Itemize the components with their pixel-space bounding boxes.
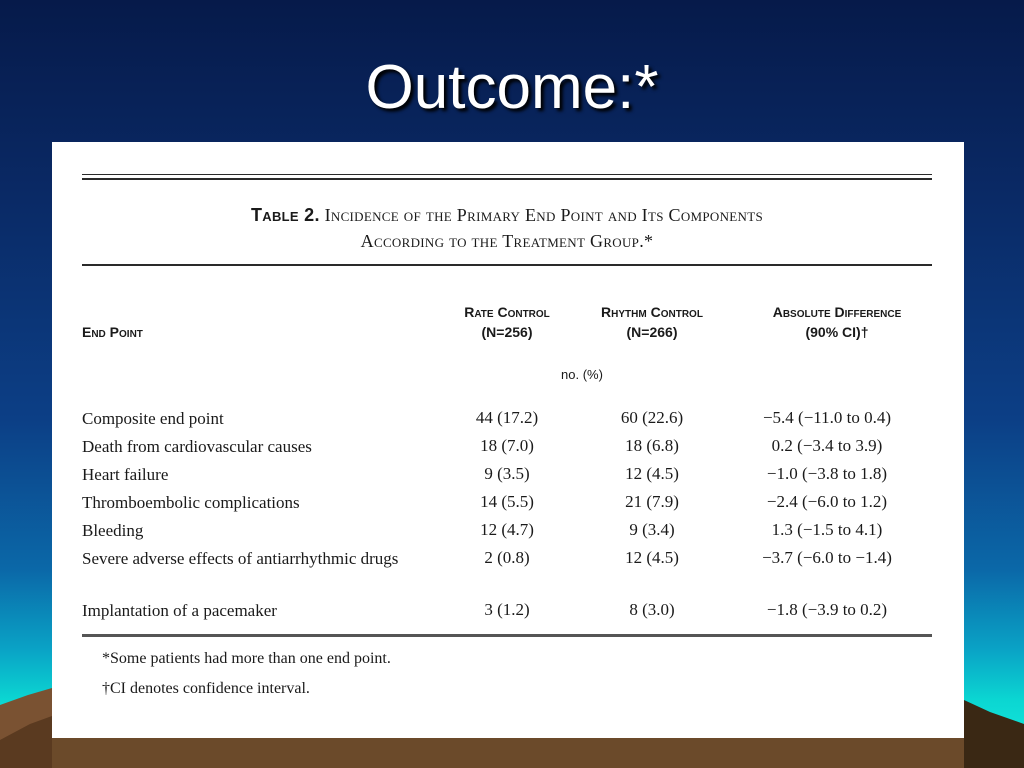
header-absolute-difference (742, 302, 932, 342)
table-title-line1: Incidence of the Primary End Point and Its Components (324, 205, 764, 225)
row-absolute-difference: −1.8 (−3.9 to 0.2) (766, 600, 888, 619)
row-end-point: Bleeding (82, 521, 144, 540)
row-end-point: Composite end point (82, 409, 224, 428)
row-absolute-difference: −1.0 (−3.8 to 1.8) (766, 464, 888, 483)
table-row (52, 408, 964, 436)
table-row (52, 548, 964, 598)
header-rhythm-control-n: (N=266) (626, 324, 678, 340)
header-rhythm-control-label: Rhythm Control (601, 304, 703, 320)
table-row (52, 492, 964, 520)
row-rate-control: 44 (17.2) (475, 408, 539, 427)
table-panel (52, 142, 964, 738)
row-absolute-difference: 1.3 (−1.5 to 4.1) (771, 520, 883, 539)
row-end-point: Severe adverse effects of antiarrhythmic drugs (82, 549, 399, 568)
row-rhythm-control: 12 (4.5) (625, 548, 679, 567)
row-absolute-difference: −3.7 (−6.0 to −1.4) (762, 548, 892, 567)
row-absolute-difference: −5.4 (−11.0 to 0.4) (762, 408, 892, 427)
row-rate-control: 3 (1.2) (484, 600, 530, 619)
row-rhythm-control: 8 (3.0) (629, 600, 675, 619)
top-double-rule (82, 174, 932, 175)
header-rhythm-control (577, 302, 727, 342)
header-end-point: End Point (82, 324, 143, 340)
top-double-rule-thick (82, 178, 932, 180)
row-rate-control: 14 (5.5) (480, 492, 534, 511)
header-absolute-difference-label: Absolute Difference (772, 304, 902, 320)
header-rule (82, 264, 932, 266)
row-absolute-difference: −2.4 (−6.0 to 1.2) (766, 492, 888, 511)
header-rate-control (437, 302, 577, 342)
bottom-rule (82, 634, 932, 637)
row-rhythm-control: 21 (7.9) (625, 492, 679, 511)
row-rate-control: 2 (0.8) (484, 548, 530, 567)
row-rate-control: 18 (7.0) (480, 436, 534, 455)
row-rhythm-control: 9 (3.4) (629, 520, 675, 539)
row-rhythm-control: 60 (22.6) (620, 408, 684, 427)
footnote-dagger: †CI denotes confidence interval. (102, 680, 310, 697)
table-row (52, 520, 964, 548)
table-label: Table 2. (250, 205, 320, 225)
table-row (52, 464, 964, 492)
footnote-asterisk: *Some patients had more than one end point. (102, 650, 391, 667)
row-end-point: Implantation of a pacemaker (82, 601, 277, 620)
row-rhythm-control: 12 (4.5) (625, 464, 679, 483)
row-end-point: Death from cardiovascular causes (82, 437, 312, 456)
header-absolute-difference-ci: (90% CI)† (805, 324, 869, 340)
table-row (52, 600, 964, 628)
table-caption (82, 202, 932, 254)
row-absolute-difference: 0.2 (−3.4 to 3.9) (771, 436, 883, 455)
row-end-point: Heart failure (82, 465, 169, 484)
table-title-line2: According to the Treatment Group.* (360, 231, 654, 251)
header-rate-control-label: Rate Control (464, 304, 550, 320)
row-rhythm-control: 18 (6.8) (625, 436, 679, 455)
row-rate-control: 12 (4.7) (480, 520, 534, 539)
table-row (52, 436, 964, 464)
row-rate-control: 9 (3.5) (484, 464, 530, 483)
row-end-point: Thromboembolic complications (82, 493, 300, 512)
slide-title: Outcome:* (365, 53, 659, 122)
units-label: no. (%) (561, 367, 603, 382)
header-rate-control-n: (N=256) (481, 324, 533, 340)
